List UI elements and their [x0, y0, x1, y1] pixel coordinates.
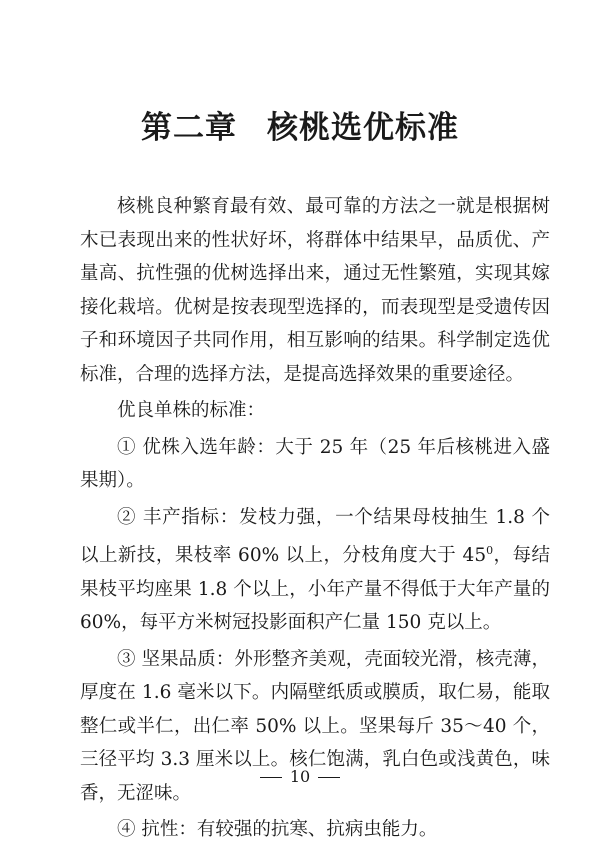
- item-text-part: ，每结果枝平均座果 1.8 个以上，小年产量不得低于大年产量的 60%，每平方米树冠投影面积产仁量 150 克以上。: [80, 545, 550, 634]
- item-marker: ②: [117, 506, 137, 528]
- item-text: 抗性：有较强的抗寒、抗病虫能力。: [141, 819, 438, 841]
- item-text: 优株入选年龄：大于 25 年（25 年后核桃进入盛果期）。: [80, 436, 550, 491]
- item-marker: ①: [117, 436, 136, 458]
- chapter-name: 核桃选优标准: [267, 110, 459, 146]
- item-marker: ④: [117, 819, 136, 841]
- page-footer: [0, 765, 600, 789]
- standards-heading: 优良单株的标准：: [117, 400, 266, 421]
- page-number: 10: [289, 767, 311, 786]
- item-text-part: 丰产指标：发枝力强，一个结果母枝抽生 1.8 个以上新技，果枝率 60% 以上，分枝角度大于 45: [80, 506, 550, 567]
- footer-dash-left: [260, 777, 282, 778]
- degree-superscript: 0: [486, 544, 494, 557]
- intro-paragraph: 核桃良种繁育最有效、最可靠的方法之一就是根据树木已表现出来的性状好坏，将群体中结果早，品质优、产量高、抗性强的优树选择出来，通过无性繁殖，实现其嫁接化栽培。优树是按表现型选择的，而表现型是受遗传因子和环境因子共同作用，相互影响的结果。科学制定选优标准，合理的选择方法，是提高选择效果的重要途径。: [80, 196, 550, 385]
- standard-item-age: [80, 431, 550, 498]
- standard-item-yield: [80, 501, 550, 640]
- standard-item-resistance: [80, 813, 550, 847]
- chapter-number: 第二章: [141, 110, 237, 146]
- chapter-title: [0, 106, 600, 150]
- item-text: 坚果品质：外形整齐美观，壳面较光滑，核壳薄，厚度在 1.6 毫米以下。内隔壁纸质或膜质，取仁易，能取整仁或半仁，出仁率 50% 以上。坚果每斤 35～40 个，三径平均 3.3 厘米以上。核仁饱满，乳白色或浅黄色，味香，无涩味。: [80, 648, 550, 804]
- item-marker: ③: [117, 648, 136, 670]
- body-text: [80, 190, 550, 847]
- footer-dash-right: [318, 777, 340, 778]
